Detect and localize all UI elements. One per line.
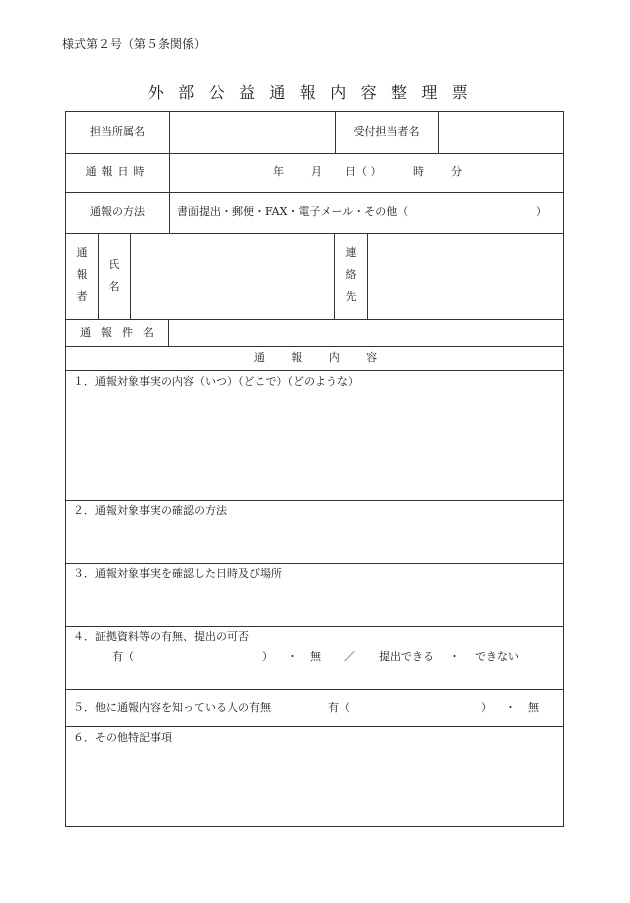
method-options: 書面提出・郵便・FAX・電子メール・その他（	[177, 205, 409, 218]
row-divider	[66, 370, 563, 371]
item5-label: ５．他に通報内容を知っている人の有無	[73, 701, 271, 714]
item6-label: ６．その他特記事項	[73, 731, 172, 744]
item5-dot: ・	[505, 701, 516, 714]
content-header: 通報内容	[253, 351, 404, 364]
row-divider	[66, 563, 563, 564]
item2-label: ２．通報対象事実の確認の方法	[73, 504, 227, 517]
day-unit: 日（ ）	[345, 165, 382, 178]
item4-slash: ／	[344, 650, 355, 663]
column-divider	[98, 233, 99, 319]
row-divider	[66, 192, 563, 193]
method-label: 通報の方法	[90, 205, 145, 218]
item4-label: ４．証拠資料等の有無、提出の可否	[73, 630, 249, 643]
column-divider	[169, 112, 170, 233]
column-divider	[130, 233, 131, 319]
item4-yes-close: ）	[262, 650, 273, 663]
row-divider	[66, 346, 563, 347]
method-close-paren: ）	[536, 205, 547, 218]
row-divider	[66, 626, 563, 627]
row-divider	[66, 233, 563, 234]
row-divider	[66, 153, 563, 154]
page-title: 外部公益通報内容整理票	[147, 83, 483, 102]
receiver-label: 受付担当者名	[353, 125, 420, 138]
item4-none: 無	[310, 650, 321, 663]
item3-label: ３．通報対象事実を確認した日時及び場所	[73, 567, 282, 580]
contact-label: 連絡先	[345, 246, 357, 303]
item4-dot: ・	[287, 650, 298, 663]
item5-none: 無	[528, 701, 539, 714]
item4-dot-2: ・	[449, 650, 460, 663]
minute-unit: 分	[451, 165, 462, 178]
item1-label: １．通報対象事実の内容（いつ）（どこで）（どのような）	[73, 375, 359, 388]
item5-yes-close: ）	[481, 701, 492, 714]
row-divider	[66, 319, 563, 320]
item4-cannot-submit: できない	[475, 650, 519, 663]
row-divider	[66, 500, 563, 501]
row-divider	[66, 689, 563, 690]
staff-department-label: 担当所属名	[90, 125, 145, 138]
datetime-label: 通報日時	[85, 165, 150, 178]
item4-yes: 有（	[112, 650, 134, 663]
form-number: 様式第２号（第５条関係）	[62, 37, 207, 51]
column-divider	[168, 319, 169, 346]
item4-can-submit: 提出できる	[379, 650, 434, 663]
year-unit: 年	[273, 165, 284, 178]
hour-unit: 時	[413, 165, 424, 178]
month-unit: 月	[311, 165, 322, 178]
subject-label: 通報件名	[80, 326, 164, 339]
name-label: 氏名	[108, 258, 120, 293]
report-form-table	[65, 111, 564, 827]
column-divider	[438, 112, 439, 153]
column-divider	[367, 233, 368, 319]
row-divider	[66, 726, 563, 727]
column-divider	[334, 233, 335, 319]
item5-yes: 有（	[328, 701, 350, 714]
reporter-label: 通報者	[76, 246, 88, 303]
